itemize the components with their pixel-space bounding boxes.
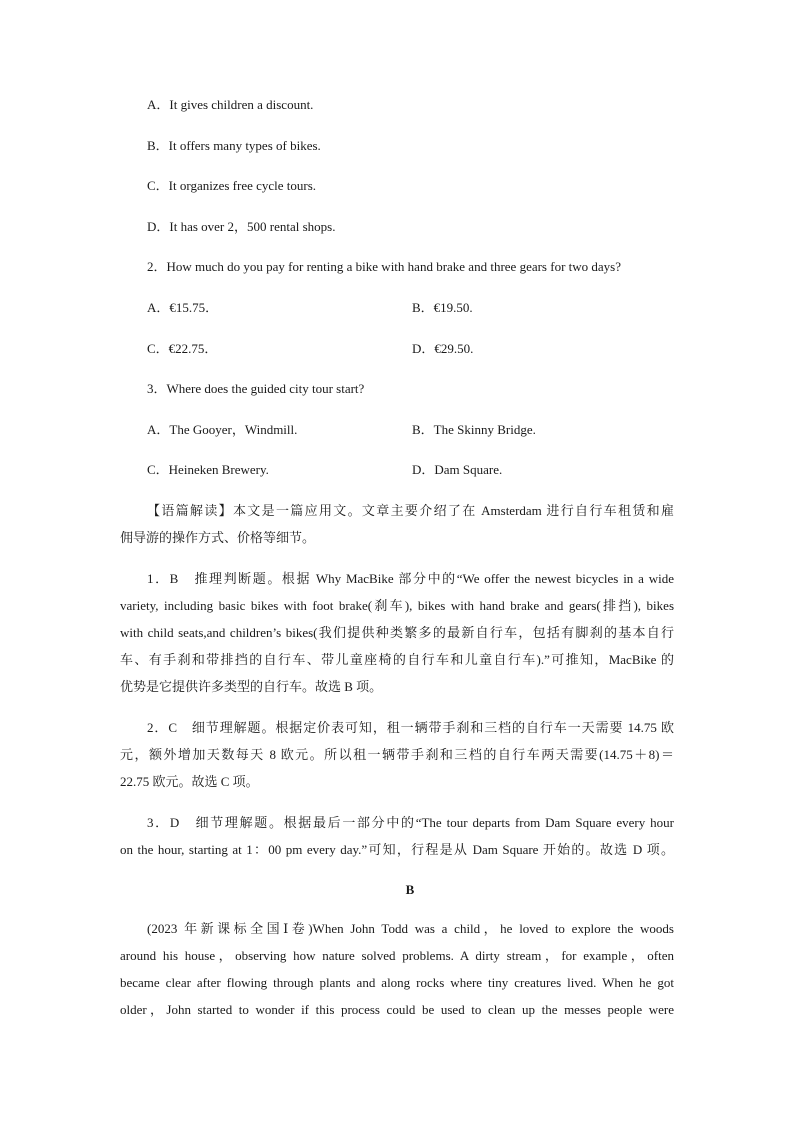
passage-line: around his house，observing how nature solved problems. A dirty stream，for example，often	[120, 948, 674, 963]
q3-option-c: C．Heineken Brewery.	[147, 462, 269, 477]
q3-option-d: D．Dam Square.	[412, 462, 503, 477]
passage-line: (2023 年新课标全国Ⅰ卷)When John Todd was a child，he loved to explore the woods	[147, 921, 674, 936]
analysis-line-1: 【语篇解读】本文是一篇应用文。文章主要介绍了在 Amsterdam 进行自行车租赁和雇	[147, 503, 674, 518]
q2-option-d: D．€29.50.	[412, 341, 474, 356]
q3-option-a: A．The Gooyer，Windmill.	[147, 422, 298, 437]
q1-option-b: B．It offers many types of bikes.	[147, 138, 321, 153]
q2-question: 2．How much do you pay for renting a bike with hand brake and three gears for two days?	[147, 259, 621, 274]
answer-1-line: with child seats,and children’s bikes(我们提供种类繁多的最新自行车，包括有脚刹的基本自行	[120, 625, 674, 640]
passage-line: became clear after flowing through plants and along rocks where tiny creatures lived. When he got	[120, 975, 674, 990]
q2-option-a: A．€15.75．	[147, 300, 219, 315]
answer-1-line: 优势是它提供许多类型的自行车。故选 B 项。	[120, 679, 383, 694]
answer-2-line: 22.75 欧元。故选 C 项。	[120, 774, 259, 789]
answer-2-line: 2．C 细节理解题。根据定价表可知，租一辆带手刹和三档的自行车一天需要 14.75 欧	[147, 720, 674, 735]
q2-option-b: B．€19.50.	[412, 300, 473, 315]
analysis-line-2: 佣导游的操作方式、价格等细节。	[120, 530, 316, 545]
q1-option-d: D．It has over 2，500 rental shops.	[147, 219, 336, 234]
answer-2-line: 元，额外增加天数每天 8 欧元。所以租一辆带手刹和三档的自行车两天需要(14.75＋8)＝	[120, 747, 674, 762]
q2-option-c: C．€22.75．	[147, 341, 218, 356]
q1-option-a: A．It gives children a discount.	[147, 97, 314, 112]
answer-1-line: 车、有手刹和带排挡的自行车、带儿童座椅的自行车和儿童自行车).”可推知，MacBike 的	[120, 652, 674, 667]
answer-1-line: variety, including basic bikes with foot brake(刹车), bikes with hand brake and gears(排挡), bikes	[120, 598, 674, 613]
q3-option-b: B．The Skinny Bridge.	[412, 422, 536, 437]
answer-1-line: 1．B 推理判断题。根据 Why MacBike 部分中的“We offer the newest bicycles in a wide	[147, 571, 674, 586]
section-heading: B	[405, 882, 415, 897]
passage-line: older，John started to wonder if this process could be used to clean up the messes people were	[120, 1002, 674, 1017]
answer-3-line: 3．D 细节理解题。根据最后一部分中的“The tour departs from Dam Square every hour	[147, 815, 674, 830]
q1-option-c: C．It organizes free cycle tours.	[147, 178, 317, 193]
answer-3-line: on the hour, starting at 1：00 pm every day.”可知，行程是从 Dam Square 开始的。故选 D 项。	[120, 842, 674, 857]
q3-question: 3．Where does the guided city tour start?	[147, 381, 365, 396]
